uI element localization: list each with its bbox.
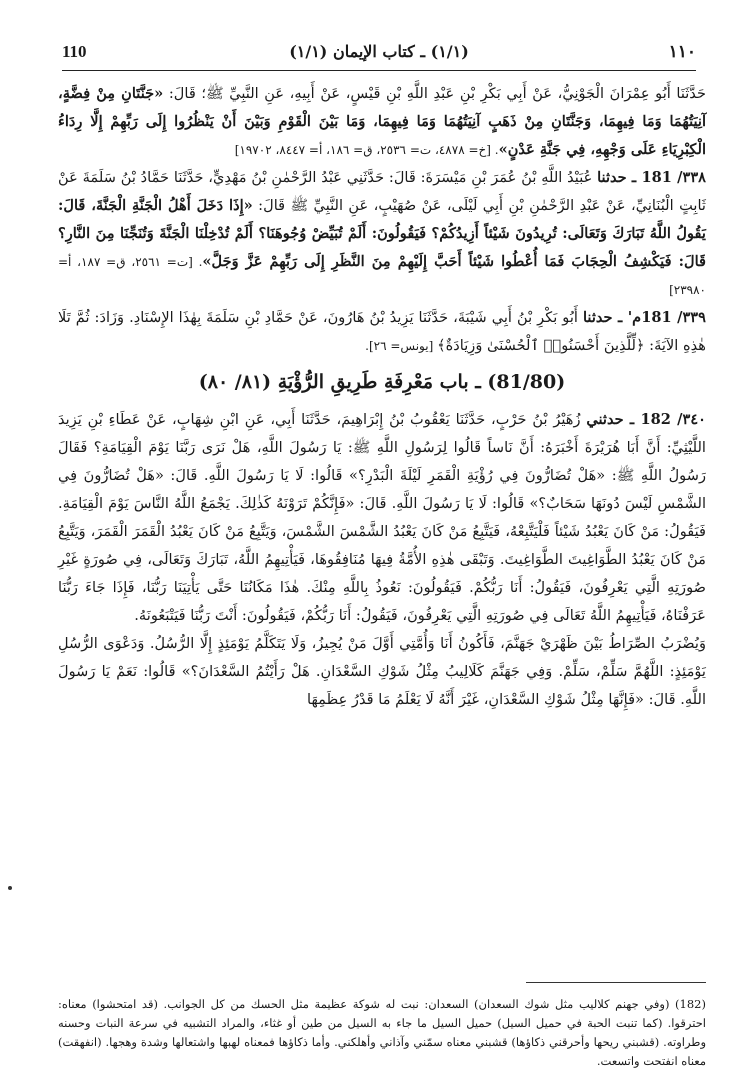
footnote: [58, 995, 706, 1071]
hadith-continuation: [58, 80, 706, 164]
hadith-matn: «جَنَّتَانِ مِنْ فِضَّةٍ، آنِيَتُهُمَا وَمَا فِيهِمَا، وَجَنَّتَانِ مِنْ ذَهَبٍ آنِيَتُهُمَا وَمَا فِيهِمَا، وَمَا بَيْنَ الْقَوْمِ وَبَيْنَ أَنْ يَنْظُرُوا إِلَى رَبِّهِمْ إِلَّا رِدَاءُ الْكِبْرِيَاءِ عَلَى وَجْهِهِ، فِي جَنَّةِ عَدْنٍ»: [58, 85, 706, 158]
running-title: (١/١) ـ كتاب الإيمان (١/١): [289, 42, 469, 61]
page-number-latin: 110: [62, 42, 87, 61]
isnad-text: أَبُو بَكْرِ بْنُ أَبِي شَيْبَةَ، حَدَّثَنَا يَزِيدُ بْنُ هَارُونَ، عَنْ حَمَّادِ بْنِ سَلَمَةَ بِهٰذَا الإِسْنَادِ. وَزَادَ: ثُمَّ تَلَا هٰذِهِ الآيَةَ: ﴿لِّلَّذِينَ أَحْسَنُوا۟ ٱلْحُسْنَىٰ وَزِيَادَةٌ﴾: [58, 309, 706, 354]
hadith-340-continued: [58, 630, 706, 714]
footnote-text: (وفي جهنم كلاليب مثل شوك السعدان) السعدان: نبت له شوكة عظيمة مثل الحسك من كل الجوانب. (قد امتحشوا) معناه: احترقوا. (كما تنبت الحبة في حميل السيل) حميل السيل ما جاء به السيل من طين أو غثاء، والمراد التشبيه في سرعة النبات وحسنه وطراوته. (قشبني ريحها وأحرقني ذكاؤها) قشبني معناه سمّني وآذاني وأهلكني. وأما ذكاؤها فمعناه لهبها واشتعالها وشدة وهجها. (انفهقت) معناه انفتحت واتسعت.: [58, 997, 706, 1068]
hadith-number: ٣٣٨/ 181 ـ حدثنا: [597, 169, 706, 186]
hadith-references: . [ت= ٢٥٦١، ق= ١٨٧، أ= ٢٣٩٨٠]: [58, 255, 706, 297]
hadith-number: ٣٣٩/ 181م' ـ حدثنا: [582, 309, 706, 326]
page-header: [62, 40, 696, 71]
quran-reference: [يونس= ٢٦].: [365, 339, 438, 353]
hadith-text: وَيُضْرَبُ الصِّرَاطُ بَيْنَ ظَهْرَيْ جَهَنَّمَ، فَأَكُونُ أَنَا وَأُمَّتِي أَوَّلَ مَنْ يُجِيزُ، وَلَا يَتَكَلَّمُ يَوْمَئِذٍ إِلَّا الرُّسُلُ. وَدَعْوَى الرُّسُلِ يَوْمَئِذٍ: اللَّهُمَّ سَلِّمْ، سَلِّمْ. وَفِي جَهَنَّمَ كَلَالِيبُ مِثْلُ شَوْكِ السَّعْدَانِ. هَلْ رَأَيْتُمُ السَّعْدَانَ؟» قَالُوا: نَعَمْ يَا رَسُولَ اللَّهِ. قَالَ: «فَإِنَّهَا مِثْلُ شَوْكِ السَّعْدَانِ، غَيْرَ أَنَّهُ لَا يَعْلَمُ مَا قَدْرُ عِظَمِهَا: [58, 635, 706, 708]
hadith-references: . [خ= ٤٨٧٨، ت= ٢٥٣٦، ق= ١٨٦، أ= ٨٤٤٧، ١٩٧٠٢]: [234, 143, 499, 157]
isnad-text: حَدَّثَنَا أَبُو عِمْرَانَ الْجَوْنِيُّ، عَنْ أَبِي بَكْرِ بْنِ عَبْدِ اللَّهِ بْنِ قَيْسٍ، عَنْ أَبِيهِ، عَنِ النَّبِيِّ ﷺ؛ قَالَ:: [163, 85, 706, 102]
footnote-number: (182): [675, 997, 706, 1011]
chapter-title: (81/80) ـ باب مَعْرِفَةِ طَرِيقِ الرُّؤْيَةِ (٨١/ ٨٠): [198, 371, 566, 393]
isnad-text: عُبَيْدُ اللَّهِ بْنُ عُمَرَ بْنِ مَيْسَرَةَ: قَالَ: حَدَّثَنِي عَبْدُ الرَّحْمٰنِ بْنُ مَهْدِيٍّ، حَدَّثَنَا حَمَّادُ بْنُ سَلَمَةَ عَنْ ثَابِتٍ الْبُنَانِيِّ، عَنْ عَبْدِ الرَّحْمٰنِ بْنِ أَبِي لَيْلَى، عَنْ صُهَيْبٍ، عَنِ النَّبِيِّ ﷺ قَالَ:: [58, 169, 706, 214]
margin-mark: [8, 886, 12, 890]
hadith-number: ٣٤٠/ 182 ـ حدثني: [586, 411, 706, 428]
hadith-text: زُهَيْرُ بْنُ حَرْبٍ، حَدَّثَنَا يَعْقُوبُ بْنُ إِبْرَاهِيمَ، حَدَّثَنَا أَبِي، عَنِ ابْنِ شِهَابٍ، عَنْ عَطَاءِ بْنِ يَزِيدَ اللَّيْثِيِّ: أَنَّ أَبَا هُرَيْرَةَ أَخْبَرَهُ: أَنَّ نَاساً قَالُوا لِرَسُولِ اللَّهِ ﷺ: يَا رَسُولَ اللَّهِ، هَلْ نَرَى رَبَّنَا يَوْمَ الْقِيَامَةِ؟ فَقَالَ رَسُولُ اللَّهِ ﷺ: «هَلْ تُضَارُّونَ فِي رُؤْيَةِ الْقَمَرِ لَيْلَةَ الْبَدْرِ؟» قَالُوا: لَا يَا رَسُولَ اللَّهِ. قَالَ: «هَلْ تُضَارُّونَ فِي الشَّمْسِ لَيْسَ دُونَهَا سَحَابٌ؟» قَالُوا: لَا يَا رَسُولَ اللَّهِ. قَالَ: «فَإِنَّكُمْ تَرَوْنَهُ كَذٰلِكَ. يَجْمَعُ اللَّهُ النَّاسَ يَوْمَ الْقِيَامَةِ. فَيَقُولُ: مَنْ كَانَ يَعْبُدُ شَيْئاً فَلْيَتَّبِعْهُ، فَيَتَّبِعُ مَنْ كَانَ يَعْبُدُ الشَّمْسَ الشَّمْسَ، وَيَتَّبِعُ مَنْ كَانَ يَعْبُدُ الْقَمَرَ الْقَمَرَ، وَيَتَّبِعُ مَنْ كَانَ يَعْبُدُ الطَّوَاغِيتَ الطَّوَاغِيتَ. وَتَبْقَى هٰذِهِ الأُمَّةُ فِيهَا مُنَافِقُوهَا، فَيَأْتِيهِمُ اللَّهُ، تَبَارَكَ وَتَعَالَى، فِي صُورَةٍ غَيْرِ صُورَتِهِ الَّتِي يَعْرِفُونَ، فَيَقُولُ: أَنَا رَبُّكُمْ. فَيَقُولُونَ: نَعُوذُ بِاللَّهِ مِنْكَ. هٰذَا مَكَانُنَا حَتَّى يَأْتِيَنَا رَبُّنَا، فَإِذَا جَاءَ رَبُّنَا عَرَفْنَاهُ، فَيَأْتِيهِمُ اللَّهُ تَعَالَى فِي صُورَتِهِ الَّتِي يَعْرِفُونَ، فَيَقُولُ: أَنَا رَبُّكُمْ، فَيَقُولُونَ: أَنْتَ رَبُّنَا فَيَتْبَعُونَهُ.: [58, 411, 707, 624]
main-text: [58, 80, 706, 714]
hadith-339: [58, 304, 706, 360]
hadith-matn: «إِذَا دَخَلَ أَهْلُ الْجَنَّةِ الْجَنَّةَ، قَالَ: يَقُولُ اللَّهُ تَبَارَكَ وَتَعَالَى: تُرِيدُونَ شَيْئاً أَزِيدُكُمْ؟ فَيَقُولُونَ: أَلَمْ تُبَيِّضْ وُجُوهَنَا؟ أَلَمْ تُدْخِلْنَا الْجَنَّةَ وَتُنَجِّنَا مِنَ النَّارِ؟ قَالَ: فَيَكْشِفُ الْحِجَابَ فَمَا أُعْطُوا شَيْئاً أَحَبَّ إِلَيْهِمْ مِنَ النَّظَرِ إِلَى رَبِّهِمْ عَزَّ وَجَلَّ»: [58, 197, 707, 270]
hadith-338: [58, 164, 706, 304]
footnote-divider: [526, 982, 706, 983]
page-number-arabic: ١١٠: [668, 42, 696, 62]
hadith-340: [58, 406, 706, 630]
